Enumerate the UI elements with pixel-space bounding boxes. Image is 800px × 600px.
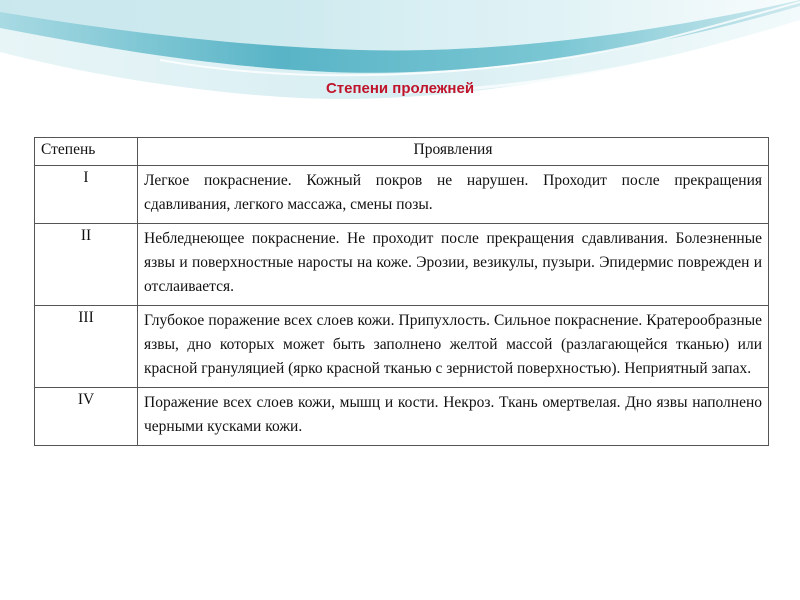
description-cell: [138, 166, 769, 224]
description-text: Поражение всех слоев кожи, мышц и кости. Некроз. Ткань омертвелая. Дно язвы наполнено черными кусками кожи.: [144, 394, 762, 435]
grade-cell: II: [35, 224, 138, 306]
description-text: Легкое покраснение. Кожный покров не нарушен. Проходит после прекращения сдавливания, легкого массажа, смены позы.: [144, 172, 762, 213]
description-cell: [138, 388, 769, 446]
column-header-manifestations: Проявления: [138, 138, 769, 166]
slide-title: Степени пролежней: [325, 80, 475, 97]
grade-cell: III: [35, 306, 138, 388]
table-row: [35, 166, 769, 224]
table-row: [35, 306, 769, 388]
pressure-ulcer-grades-table: [34, 137, 769, 446]
table-row: [35, 224, 769, 306]
grade-cell: IV: [35, 388, 138, 446]
column-header-grade: Степень: [35, 138, 138, 166]
description-cell: [138, 224, 769, 306]
table-header-row: [35, 138, 769, 166]
description-text: Небледнеющее покраснение. Не проходит после прекращения сдавливания. Болезненные язвы и поверхностные наросты на коже. Эрозии, везикулы, пузыри. Эпидермис поврежден и отслаивается.: [144, 230, 762, 295]
table-row: [35, 388, 769, 446]
grade-cell: I: [35, 166, 138, 224]
description-text: Глубокое поражение всех слоев кожи. Припухлость. Сильное покраснение. Кратерообразные язвы, дно которых может быть заполнено желтой массой (разлагающейся тканью) или красной грануляцией (ярко красной тканью с зернистой поверхностью). Неприятный запах.: [144, 312, 762, 377]
description-cell: [138, 306, 769, 388]
